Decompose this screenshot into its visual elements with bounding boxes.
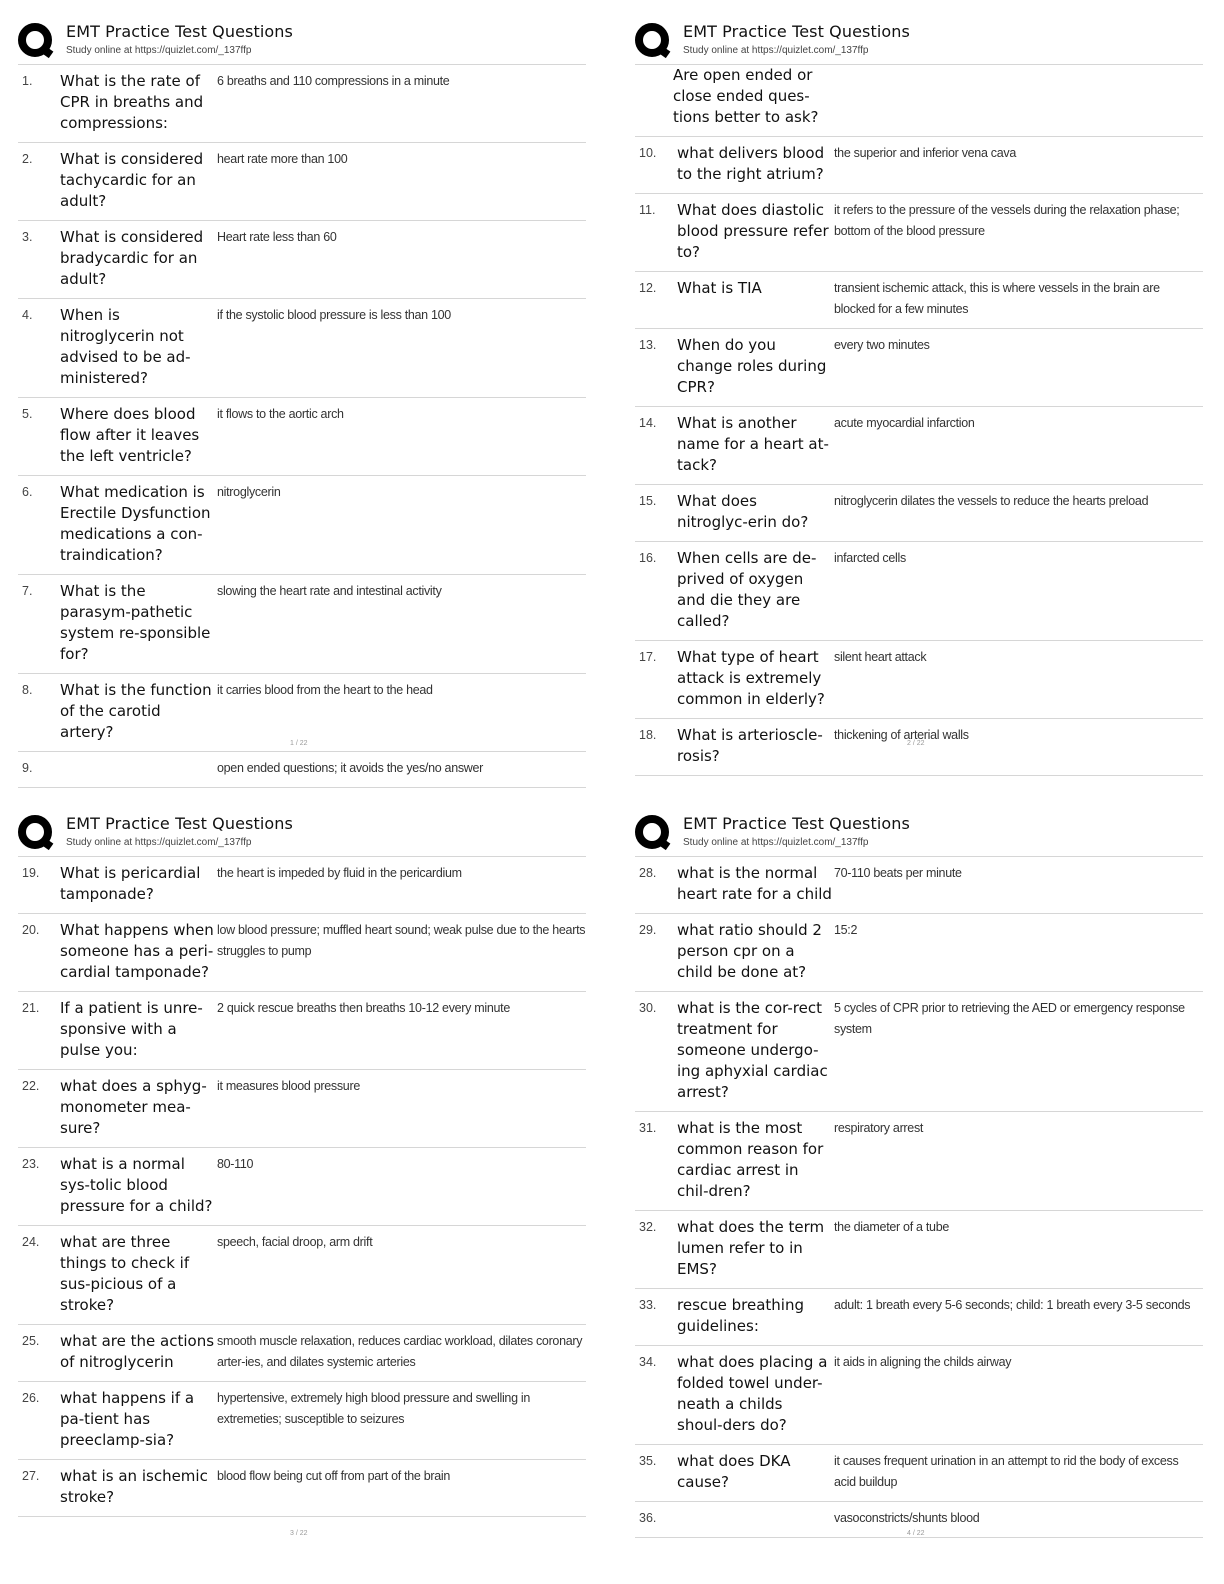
question-number: 25. [22,1334,40,1348]
question-number: 14. [639,416,657,430]
question-number: 8. [22,683,33,697]
question-text: rescue breathing guidelines: [677,1296,804,1335]
qa-row [18,914,586,992]
question-text: Where does blood flow after it leaves the left ventricle? [60,405,200,465]
question-number: 13. [639,338,657,352]
question-number: 11. [639,203,656,217]
answer-text: Heart rate less than 60 [217,230,337,244]
answer-text: it carries blood from the heart to the head [217,683,433,697]
question-text: What is considered tachycardic for an adult? [60,150,204,210]
continued-question [635,65,1203,137]
qa-row [18,752,586,788]
qa-row [18,143,586,221]
question-number: 28. [639,866,657,880]
study-link-text: Study online at https://quizlet.com/_137ffp [683,837,869,848]
answer-text: every two minutes [834,338,930,352]
question-number: 6. [22,485,33,499]
question-number: 3. [22,230,33,244]
page-number: 2 / 22 [907,740,925,747]
question-number: 2. [22,152,33,166]
qa-row [635,992,1203,1112]
page-header [635,812,1203,857]
continued-question-text: Are open ended or close ended ques-tions better to ask? [673,66,819,126]
qa-row [635,542,1203,641]
answer-text: thickening of arterial walls [834,728,969,742]
question-number: 30. [639,1001,657,1015]
question-number: 12. [639,281,657,295]
qa-row [18,476,586,575]
question-text: what is an ischemic stroke? [60,1467,208,1506]
qa-row [18,65,586,143]
question-number: 22. [22,1079,40,1093]
page-number: 4 / 22 [907,1530,925,1537]
page-header [18,20,586,65]
answer-text: it measures blood pressure [217,1079,360,1093]
answer-text: nitroglycerin dilates the vessels to reduce the hearts preload [834,494,1149,508]
item-list [635,857,1203,1538]
answer-text: 15:2 [834,923,858,937]
question-number: 21. [22,1001,40,1015]
qa-row [635,1289,1203,1346]
item-list [18,65,586,788]
document-title: EMT Practice Test Questions [66,22,293,41]
quizlet-logo-icon [18,814,56,852]
question-text: what ratio should 2 person cpr on a child be done at? [677,921,822,981]
question-text: What does diastolic blood pressure refer to? [677,201,829,261]
qa-row [635,1112,1203,1211]
question-text: what does a sphyg-monometer mea-sure? [60,1077,207,1137]
answer-text: it refers to the pressure of the vessels during the relaxation phase; bottom of the blood pressure [834,203,1180,238]
qa-row [635,407,1203,485]
answer-text: silent heart attack [834,650,927,664]
qa-row [635,914,1203,992]
answer-text: hypertensive, extremely high blood pressure and swelling in extremeties; susceptible to seizures [217,1391,531,1426]
question-number: 20. [22,923,40,937]
question-text: What is considered bradycardic for an adult? [60,228,204,288]
qa-row [18,1226,586,1325]
question-text: What is another name for a heart at-tack? [677,414,829,474]
question-number: 29. [639,923,657,937]
question-number: 23. [22,1157,40,1171]
answer-text: nitroglycerin [217,485,281,499]
page-number: 3 / 22 [290,1530,308,1537]
qa-row [18,1325,586,1382]
answer-text: the superior and inferior vena cava [834,146,1016,160]
quizlet-logo-icon [635,22,673,60]
question-text: what does DKA cause? [677,1452,791,1491]
qa-row [635,719,1203,776]
document-title: EMT Practice Test Questions [683,814,910,833]
question-text: What is the function of the carotid artery? [60,681,212,741]
qa-row [635,1445,1203,1502]
question-number: 15. [639,494,657,508]
question-text: What is TIA [677,279,762,297]
page-4 [635,812,1203,1538]
qa-row [635,857,1203,914]
question-text: what is the normal heart rate for a child [677,864,832,903]
page-header [635,20,1203,65]
document-title: EMT Practice Test Questions [683,22,910,41]
qa-row [635,485,1203,542]
page-header [18,812,586,857]
item-list [635,137,1203,776]
answer-text: 70-110 beats per minute [834,866,962,880]
qa-row [635,272,1203,329]
answer-text: it aids in aligning the childs airway [834,1355,1012,1369]
question-number: 33. [639,1298,657,1312]
question-number: 31. [639,1121,657,1135]
question-text: What medication is Erectile Dysfunction medications a con-traindication? [60,483,211,564]
answer-text: infarcted cells [834,551,906,565]
question-number: 35. [639,1454,657,1468]
question-text: what is the cor-rect treatment for someone undergo-ing aphyxial cardiac arrest? [677,999,828,1101]
question-number: 10. [639,146,657,160]
qa-row [18,992,586,1070]
question-text: What happens when someone has a peri-cardial tamponade? [60,921,214,981]
item-list [18,857,586,1517]
qa-row [18,1460,586,1517]
question-text: what are the actions of nitroglycerin [60,1332,215,1371]
question-number: 5. [22,407,33,421]
page-number: 1 / 22 [290,740,308,747]
answer-text: it causes frequent urination in an attempt to rid the body of excess acid buildup [834,1454,1179,1489]
answer-text: speech, facial droop, arm drift [217,1235,373,1249]
answer-text: adult: 1 breath every 5-6 seconds; child: 1 breath every 3-5 seconds [834,1298,1191,1312]
question-text: what are three things to check if sus-picious of a stroke? [60,1233,190,1314]
question-text [60,758,215,779]
quizlet-logo-icon [18,22,56,60]
question-number: 1. [22,74,33,88]
question-number: 34. [639,1355,657,1369]
answer-text: vasoconstricts/shunts blood [834,1511,980,1525]
page-1 [18,20,586,788]
answer-text: acute myocardial infarction [834,416,975,430]
question-text: what happens if a pa-tient has preeclamp-sia? [60,1389,195,1449]
question-text: What does nitroglyc-erin do? [677,492,809,531]
answer-text: respiratory arrest [834,1121,924,1135]
qa-row [18,221,586,299]
question-text: What is pericardial tamponade? [60,864,201,903]
question-text: When is nitroglycerin not advised to be ad-ministered? [60,306,191,387]
answer-text: 2 quick rescue breaths then breaths 10-12 every minute [217,1001,511,1015]
question-text [677,1508,832,1529]
study-link-text: Study online at https://quizlet.com/_137ffp [683,45,869,56]
question-number: 7. [22,584,33,598]
answer-text: the heart is impeded by fluid in the pericardium [217,866,462,880]
qa-row [635,137,1203,194]
question-number: 32. [639,1220,657,1234]
quizlet-logo-icon [635,814,673,852]
answer-text: low blood pressure; muffled heart sound; weak pulse due to the hearts struggles to pump [217,923,586,958]
answer-text: 5 cycles of CPR prior to retrieving the AED or emergency response system [834,1001,1185,1036]
question-text: what is the most common reason for cardiac arrest in chil-dren? [677,1119,824,1200]
page-3 [18,812,586,1517]
question-number: 36. [639,1511,657,1525]
answer-text: slowing the heart rate and intestinal activity [217,584,442,598]
qa-row [18,857,586,914]
question-text: What is arterioscle-rosis? [677,726,823,765]
qa-row [18,1070,586,1148]
study-link-text: Study online at https://quizlet.com/_137ffp [66,837,252,848]
question-text: What is the parasym-pathetic system re-sponsible for? [60,582,211,663]
question-text: What is the rate of CPR in breaths and compressions: [60,72,204,132]
answer-text: smooth muscle relaxation, reduces cardiac workload, dilates coronary arter-ies, and dilates systemic arteries [217,1334,583,1369]
question-text: what does the term lumen refer to in EMS? [677,1218,825,1278]
question-number: 4. [22,308,33,322]
question-text: When cells are de-prived of oxygen and die they are called? [677,549,817,630]
question-number: 27. [22,1469,40,1483]
question-number: 16. [639,551,657,565]
question-number: 26. [22,1391,40,1405]
question-number: 24. [22,1235,40,1249]
qa-row [18,575,586,674]
answer-text: open ended questions; it avoids the yes/no answer [217,761,484,775]
document-title: EMT Practice Test Questions [66,814,293,833]
qa-row [18,1382,586,1460]
question-text: If a patient is unre-sponsive with a pulse you: [60,999,203,1059]
question-number: 9. [22,761,33,775]
question-text: what is a normal sys-tolic blood pressure for a child? [60,1155,213,1215]
answer-text: the diameter of a tube [834,1220,950,1234]
qa-row [18,1148,586,1226]
question-text: what delivers blood to the right atrium? [677,144,825,183]
page-2 [635,20,1203,776]
question-text: What type of heart attack is extremely common in elderly? [677,648,825,708]
qa-row [635,329,1203,407]
question-number: 17. [639,650,657,664]
qa-row [18,299,586,398]
study-link-text: Study online at https://quizlet.com/_137ffp [66,45,252,56]
answer-text: blood flow being cut off from part of the brain [217,1469,451,1483]
qa-row [635,1211,1203,1289]
answer-text: 80-110 [217,1157,254,1171]
qa-row [18,398,586,476]
answer-text: it flows to the aortic arch [217,407,344,421]
qa-row [635,641,1203,719]
question-number: 19. [22,866,40,880]
qa-row [635,1346,1203,1445]
question-text: what does placing a folded towel under-neath a childs shoul-ders do? [677,1353,828,1434]
answer-text: if the systolic blood pressure is less than 100 [217,308,451,322]
answer-text: transient ischemic attack, this is where vessels in the brain are blocked for a few minutes [834,281,1160,316]
answer-text: 6 breaths and 110 compressions in a minute [217,74,450,88]
answer-text: heart rate more than 100 [217,152,348,166]
question-text: When do you change roles during CPR? [677,336,827,396]
question-number: 18. [639,728,657,742]
qa-row [635,194,1203,272]
